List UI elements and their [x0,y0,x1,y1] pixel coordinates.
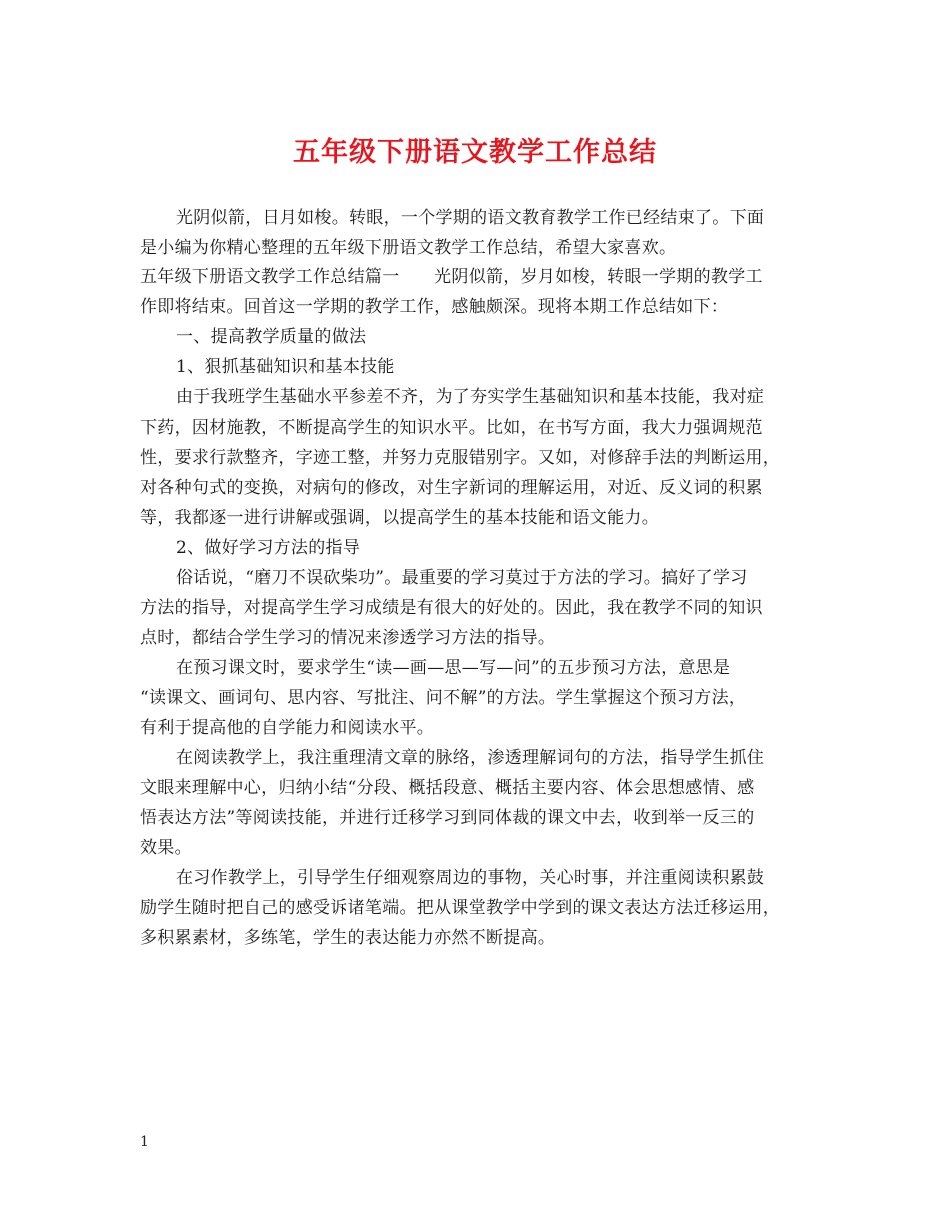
body-line: 俗话说，“磨刀不误砍柴功”。最重要的学习莫过于方法的学习。搞好了学习 [176,568,748,588]
section-heading: 一、提高教学质量的做法 [176,327,367,347]
body-line: 等，我都逐一进行讲解或强调，以提高学生的基本技能和语文能力。 [140,508,659,528]
document-title: 五年级下册语文教学工作总结 [293,137,657,168]
body-line: 多积累素材，多练笔，学生的表达能力亦然不断提高。 [140,928,556,948]
body-line: 是小编为你精心整理的五年级下册语文教学工作总结，希望大家喜欢。 [140,238,677,258]
body-line: 在阅读教学上，我注重理清文章的脉络，渗透理解词句的方法，指导学生抓住 [176,748,765,768]
body-line: 励学生随时把自己的感受诉诸笔端。把从课堂教学中学到的课文表达方法迁移运用， [140,898,781,918]
body-line: 悟表达方法”等阅读技能，并进行迁移学习到同体裁的课文中去，收到举一反三的 [140,808,755,828]
body-line: 效果。 [140,838,192,858]
body-line: 有利于提高他的自学能力和阅读水平。 [140,718,435,738]
body-line: 五年级下册语文教学工作总结篇一 光阴似箭，岁月如梭，转眼一学期的教学工 [140,267,763,287]
body-line: 对各种句式的变换，对病句的修改，对生字新词的理解运用，对近、反义词的积累 [140,478,763,498]
body-line: 性，要求行款整齐，字迹工整，并努力克服错别字。又如，对修辞手法的判断运用， [140,448,781,468]
body-line: 文眼来理解中心，归纳小结“分段、概括段意、概括主要内容、体会思想感情、感 [140,778,755,798]
body-line: 下药，因材施教，不断提高学生的知识水平。比如，在书写方面，我大力强调规范 [140,418,763,438]
body-line: 方法的指导，对提高学生学习成绩是有很大的好处的。因此，我在教学不同的知识 [140,598,763,618]
subsection-heading: 1、狠抓基础知识和基本技能 [176,357,395,377]
body-line: 光阴似箭，日月如梭。转眼，一个学期的语文教育教学工作已经结束了。下面 [176,208,765,228]
body-line: 点时，都结合学生学习的情况来渗透学习方法的指导。 [140,628,556,648]
body-line: 在习作教学上，引导学生仔细观察周边的事物，关心时事，并注重阅读积累鼓 [176,868,765,888]
body-line: “读课文、画词句、思内容、写批注、问不解”的方法。学生掌握这个预习方法， [140,688,747,708]
body-line: 由于我班学生基础水平参差不齐，为了夯实学生基础知识和基本技能，我对症 [176,387,765,407]
body-line: 在预习课文时，要求学生“读—画—思—写—问”的五步预习方法，意思是 [176,658,731,678]
body-line: 作即将结束。回首这一学期的教学工作，感触颇深。现将本期工作总结如下： [140,297,729,317]
subsection-heading: 2、做好学习方法的指导 [176,538,361,558]
page-number: 1 [140,1134,149,1150]
